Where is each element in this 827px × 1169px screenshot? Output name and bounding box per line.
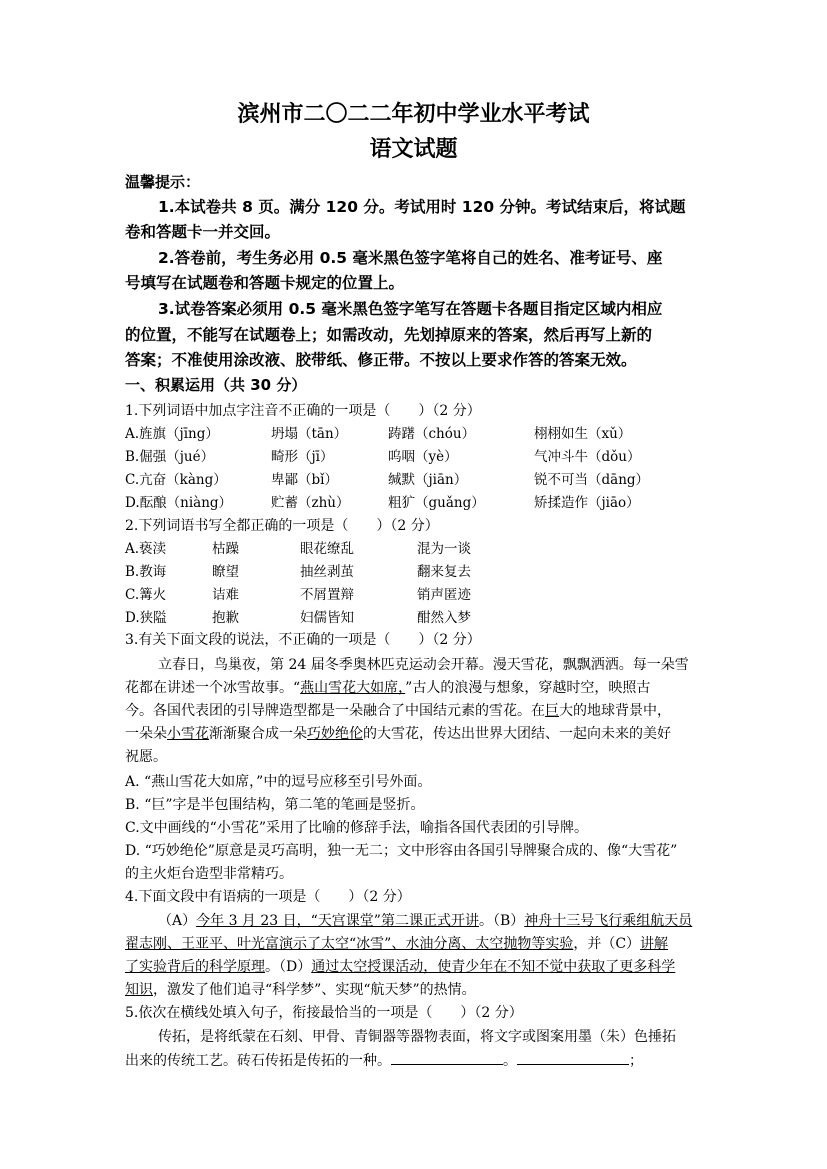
underlined-text: 通过太空授课活动，使青少年在不知不觉中获取了更多科学: [311, 959, 676, 975]
text: 大的地球背景中，: [559, 703, 671, 719]
q1-option-cell: 呜咽（yè）: [388, 449, 458, 465]
q2-option-cell: C.篝火: [125, 587, 167, 603]
q1-option-cell: 缄默（jiān）: [388, 472, 468, 488]
exam-title: 滨州市二〇二二年初中学业水平考试: [237, 102, 590, 127]
q1-option-cell: C.亢奋（kàng）: [125, 472, 227, 488]
underlined-text: 讲解: [640, 936, 669, 952]
q2-option-cell: 抽丝剥茧: [300, 564, 354, 580]
q2-option-cell: 妇儒皆知: [300, 610, 354, 626]
q2-option-cell: 不屑置辩: [300, 587, 354, 603]
q2-option-cell: D.狭隘: [125, 610, 167, 626]
q3-passage-line: [125, 678, 650, 698]
q2-option-cell: 抱歉: [212, 610, 239, 626]
text: ；: [629, 1053, 643, 1069]
q3-passage-line: [125, 701, 671, 721]
q5-passage-line: [125, 1050, 643, 1071]
q3-option-d: D. “巧妙绝伦”原意是灵巧高明，独一无二；文中形容由各国引导牌聚合成的、像“大雪花”: [125, 843, 678, 859]
q3-passage-line: 祝愿。: [125, 749, 167, 765]
q3-option-b: B. “巨”字是半包围结构，第二笔的笔画是竖折。: [125, 797, 425, 813]
underlined-text: 知识: [125, 982, 153, 998]
underlined-text: 燕山雪花大如席，: [300, 680, 406, 696]
q2-option-cell: 枯躁: [212, 541, 239, 557]
q1-option-cell: B.倔强（jué）: [125, 449, 215, 465]
q2-option-cell: 瞭望: [212, 564, 239, 580]
q4-passage-line: [125, 957, 675, 977]
exam-subtitle: 语文试题: [369, 137, 458, 162]
q3-passage-line: 立春日，鸟巢夜，第 24 届冬季奥林匹克运动会开幕。漫天雪花，飘飘洒洒。每一朵雪: [158, 657, 689, 673]
q2-option-cell: 翻来复去: [417, 564, 471, 580]
q1-option-cell: 坍塌（tān）: [271, 426, 348, 442]
underlined-text: 巧妙绝伦: [307, 726, 363, 742]
tips-p3-line3: 答案；不准使用涂改液、胶带纸、修正带。不按以上要求作答的答案无效。: [125, 351, 637, 369]
text: 的大雪花，传达出世界大团结、一起向未来的美好: [363, 726, 671, 742]
q1-option-cell: 矫揉造作（jiāo）: [534, 495, 640, 511]
text: 。（D）: [265, 959, 312, 975]
text: （A）: [158, 913, 197, 929]
q1-option-cell: 贮蓄（zhù）: [271, 495, 350, 511]
q2-option-cell: 眼花缭乱: [300, 541, 354, 557]
q5-stem: 5.依次在横线处填入句子，衔接最恰当的一项是（ ）（2 分）: [125, 1005, 523, 1021]
q5-passage-line: 传拓，是将纸蒙在石刻、甲骨、青铜器等器物表面，将文字或图案用墨（朱）色捶拓: [158, 1029, 676, 1045]
text: 。: [503, 1053, 517, 1069]
q3-passage-line: [125, 724, 671, 744]
q1-option-cell: 锐不可当（dāng）: [534, 472, 650, 488]
text: 花都在讲述一个冰雪故事。“: [125, 680, 301, 696]
q1-option-cell: 粗犷（guǎng）: [388, 495, 485, 511]
q2-option-cell: A.亵渎: [125, 541, 167, 557]
section1-heading: 一、积累运用（共 30 分）: [125, 376, 307, 394]
text: 。（B）: [478, 913, 525, 929]
text: 今。各国代表团的引导牌造型都是一朵融合了中国结元素的雪花。在: [125, 703, 545, 719]
q3-stem: 3.有关下面文段的说法，不正确的一项是（ ）（2 分）: [125, 632, 481, 648]
text: ”古人的浪漫与想象，穿越时空，映照古: [405, 680, 651, 696]
q3-option-a: A. “燕山雪花大如席，”中的逗号应移至引号外面。: [125, 774, 432, 790]
text: 出来的传统工艺。砖石传拓是传拓的一种。: [125, 1053, 391, 1069]
underlined-text: 神舟十三号飞行乘组航天员: [524, 913, 693, 929]
text: 一朵朵: [125, 726, 167, 742]
answer-blank[interactable]: [391, 1050, 503, 1065]
q3-option-c: C.文中画线的“小雪花”采用了比喻的修辞手法，喻指各国代表团的引导牌。: [125, 820, 588, 836]
q2-option-cell: 诘难: [212, 587, 239, 603]
underlined-text: 了实验背后的科学原理: [125, 959, 265, 975]
text: ，并（C）: [573, 936, 641, 952]
underlined-text: 巨: [545, 703, 559, 719]
q4-passage-line: [158, 911, 692, 931]
q1-option-cell: 踌躇（chóu）: [388, 426, 476, 442]
q1-stem: 1.下列词语中加点字注音不正确的一项是（ ）（2 分）: [125, 403, 481, 419]
tips-heading: 温馨提示：: [125, 173, 201, 191]
tips-p1-line1: 1.本试卷共 8 页。满分 120 分。考试用时 120 分钟。考试结束后，将试题: [158, 198, 686, 216]
q4-passage-line: [125, 934, 668, 954]
underlined-text: 今年 3 月 23 日，“天宫课堂”第二课正式开讲: [196, 913, 479, 929]
q1-option-cell: 栩栩如生（xǔ）: [534, 426, 632, 442]
q1-option-cell: A.旌旗（jīng）: [125, 426, 219, 442]
q1-option-cell: 畸形（jī）: [271, 449, 334, 465]
q1-option-cell: 卑鄙（bǐ）: [271, 472, 338, 488]
tips-p3-line1: 3.试卷答案必须用 0.5 毫米黑色签字笔写在答题卡各题目指定区域内相应: [158, 300, 663, 318]
tips-p2-line2: 号填写在试题卷和答题卡规定的位置上。: [125, 274, 405, 292]
underlined-text: 小雪花: [167, 726, 209, 742]
tips-p1-line2: 卷和答题卡一并交回。: [125, 223, 281, 241]
q1-option-cell: D.酝酿（niàng）: [125, 495, 233, 511]
underlined-text: 翟志刚、王亚平、叶光富演示了太空“冰雪”、水油分离、太空抛物等实验: [125, 936, 574, 952]
q2-option-cell: 混为一谈: [417, 541, 471, 557]
answer-blank[interactable]: [517, 1050, 629, 1065]
text: ，激发了他们追寻“科学梦”、实现“航天梦”的热情。: [153, 982, 476, 998]
text: 渐渐聚合成一朵: [209, 726, 307, 742]
q2-option-cell: 酣然入梦: [417, 610, 471, 626]
q4-stem: 4.下面文段中有语病的一项是（ ）（2 分）: [125, 889, 411, 905]
q2-option-cell: B.教诲: [125, 564, 167, 580]
q3-option-d-cont: 的主火炬台造型非常精巧。: [125, 866, 293, 882]
q1-option-cell: 气冲斗牛（dǒu）: [534, 449, 641, 465]
q4-passage-line: [125, 980, 476, 1000]
q2-stem: 2.下列词语书写全都正确的一项是（ ）（2 分）: [125, 518, 439, 534]
tips-p2-line1: 2.答卷前，考生务必用 0.5 毫米黑色签字笔将自己的姓名、准考证号、座: [158, 249, 663, 267]
tips-p3-line2: 的位置，不能写在试题卷上；如需改动，先划掉原来的答案，然后再写上新的: [125, 326, 653, 344]
q2-option-cell: 销声匿迹: [417, 587, 471, 603]
